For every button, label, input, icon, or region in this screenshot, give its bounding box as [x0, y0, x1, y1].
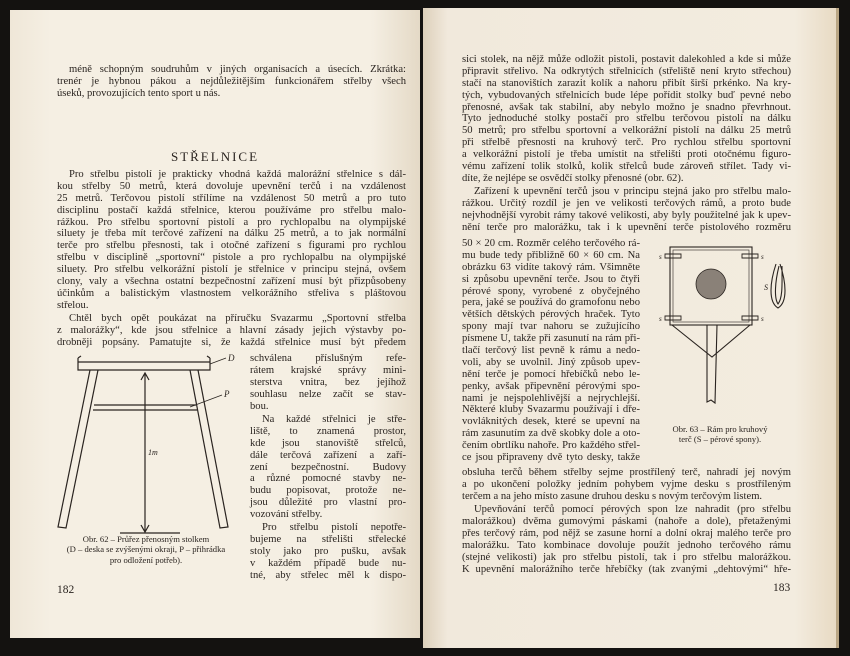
text-line: K upevnění malorážního terče hřebíčky (tak zvanými „dehtovými“ hře- — [462, 563, 791, 575]
text-line: clony, valy a všechna ostatní bezpečnostní zařízení musí být přizpůsobeny — [57, 276, 406, 288]
text-line: schválena příslušným refe- — [250, 353, 406, 364]
text-line: mu bude tedy přibližně 60 × 60 cm. Na — [462, 249, 640, 261]
text-line: tých, vybudovaných střelnicích bude lépe pořídit stolky buď pevné nebo — [462, 89, 791, 101]
text-line: v každém případě bude nu- — [250, 558, 406, 570]
text-line: siluety je třeba mít terčové zařízení na dálku 25 metrů, a to jak normální — [57, 228, 406, 240]
figure-62-caption — [46, 534, 246, 565]
frame-stand — [672, 325, 750, 403]
text-line: Pro střelbu pistolí nepotře- — [262, 522, 406, 534]
text-line: větších dětských pérových hraček. Tyto — [462, 309, 640, 321]
text-line: díte, že nejlépe se osvědčí stolky přenosné (obr. 62). — [462, 172, 684, 184]
text-line: úseků, provozujících tento sport u nás. — [57, 87, 221, 99]
text-line: bou. — [250, 400, 269, 412]
text-line: vovláknitých desek, které se upevní na — [462, 416, 640, 428]
paragraph — [462, 54, 791, 185]
text-line: pera, jaké se používá do gramofonu nebo — [462, 297, 640, 309]
text-line: nění terče pro malorážku, tak i k upevnění terče pistolového rozměru — [462, 221, 791, 233]
text-line: a po ukončení položky jedním pohybem vyjme desku s prostříleným — [462, 478, 791, 490]
paragraph — [57, 169, 406, 312]
text-line: nění terče je pomocí hřebíčků nebo le- — [462, 368, 640, 380]
paragraph — [250, 353, 406, 412]
stool-leg-right — [190, 370, 228, 528]
text-line: souhlasu nelze začít se stav- — [250, 388, 406, 400]
text-line: kou střelby 50 metrů, která dovoluje upevnění terčů i na vzdálenost — [57, 180, 406, 192]
left-page — [10, 10, 420, 638]
text-line: kde jsou stanoviště střelců, — [250, 437, 406, 449]
spring-detail — [771, 264, 785, 308]
paragraph — [250, 522, 406, 581]
text-line: rážkou. Pro střelbu sportovní pistolí a pro rychlopalbu na olympijské — [57, 216, 406, 228]
paragraph — [57, 64, 406, 100]
text-line: 50 × 20 cm. Rozměr celého terčového rá- — [462, 238, 640, 249]
text-line: tné, aby střelec měl k dispo- — [250, 570, 406, 582]
text-line: (stejné velikosti) jak pro střelbu pistolí, tak i pro střelbu malorážkou. — [462, 551, 791, 563]
target-bullseye — [696, 269, 726, 299]
text-line: rážkou. Určitý rozdíl je jen ve velikosti terčových rámů, a proto bude — [462, 198, 791, 210]
text-line: voli, aby se uvolnil. Jiný způsob upev- — [462, 356, 640, 368]
section-heading: STŘELNICE — [170, 149, 260, 164]
spring-label: s — [659, 315, 662, 323]
text-line: budu popisovat, protože ne- — [250, 485, 406, 497]
caption-line: Obr. 62 – Průřez přenosným stolkem — [82, 534, 210, 544]
text-line: nami je nejspolehlivější a nejrychlejší. — [462, 392, 640, 404]
text-line: obrázku 63 vidíte takový rám. Všimněte — [462, 261, 640, 273]
text-line: drobněji popsány. Pamatujte si, že každá střelnice musí být předem — [57, 336, 406, 348]
text-line: penky, avšak připevnění pérovými spo- — [462, 380, 640, 392]
text-line: 50 metrů; pro střelbu sportovní a velkorážní pistolí na dálku 25 metrů — [462, 125, 791, 137]
narrow-column-text — [250, 353, 406, 583]
text-line: a velkorážní pistolí je třeba umístit na střelišti proti otočnému figuro- — [462, 149, 791, 161]
text-line: malorážku. Tato kombinace dovoluje použít jednoho terčového rámu — [462, 539, 791, 551]
text-line: bujeme na střelišti střelecké — [250, 534, 406, 546]
text-line: stoly jako pro pušku, avšak — [250, 546, 406, 558]
spring-label: s — [761, 253, 764, 261]
text-line: při střelbě přesnosti na kruhový terč. Pro rychlou střelbu sportovní — [462, 137, 791, 149]
body-text-bottom — [462, 467, 791, 577]
text-line: 25 metrů. Terčovou pistolí střílíme na vzdálenost 50 metrů a pro tuto — [57, 192, 406, 204]
text-line: Tyto jednoduché stolky postačí pro střelbu terčovou pistolí na dálku — [462, 113, 791, 125]
spring-label: s — [659, 253, 662, 261]
figure-63-caption — [660, 424, 780, 445]
paragraph — [462, 238, 640, 464]
text-line: rátem krajské správy mini- — [250, 364, 406, 376]
body-text — [57, 169, 406, 350]
text-line: liště, to znamená prostor, — [250, 425, 406, 437]
text-line: Na každé střelnici je stře- — [262, 413, 406, 425]
text-line: přes terčový rám, pod nějž se zasune horní a dolní okraj malého terče pro — [462, 527, 791, 539]
text-line: připravit střelivo. Na odkrytých střelnicích (střeliště není kryto střechou) — [462, 65, 791, 77]
text-line: písmene U, takže při zasunutí na rám při- — [462, 333, 640, 345]
text-line: tlačí terčový list pevně k rámu a nedo- — [462, 345, 640, 357]
spring-detail-label: S — [764, 283, 768, 292]
target-frame-figure — [658, 242, 808, 422]
page-number: 182 — [57, 584, 75, 596]
text-line: méně schopným soudruhům v jiných organisacích a úsecích. Zkrátka: — [69, 64, 406, 75]
spring-label: s — [761, 315, 764, 323]
text-line: přenosné, avšak tak stabilní, aby nebylo možno je snadno převrhnout. — [462, 101, 791, 113]
text-line: Zařízení k upevnění terčů jsou v principu stejná jako pro střelbu malo- — [474, 186, 791, 198]
text-line: nejvhodnější vyrobit rámy takové velikosti, aby byly použitelné jak k upev- — [462, 210, 791, 222]
text-line: Některé kluby Svazarmu používají i dře- — [462, 404, 640, 416]
text-line: sterstva vnitra, bez jejíhož — [250, 376, 406, 388]
paragraph — [462, 504, 791, 575]
text-line: čením obrtlíku nahoře. Pro každého střel- — [462, 440, 640, 452]
text-line: vozování střelby. — [250, 509, 323, 521]
desk-label: D — [228, 353, 235, 363]
stool-leg-left — [58, 370, 98, 528]
paragraph — [57, 313, 406, 349]
text-line: Upevňování terčů pomocí pérových spon lze nahradit (pro střelbu — [474, 504, 791, 516]
text-line: terče pro střelbu přesnosti, tak i otočné zařízení s figurami pro rychlou — [57, 240, 406, 252]
text-line: pérové spony, vyrobené z obyčejného — [462, 285, 640, 297]
text-line: malorážkou) dvěma gumovými páskami (nahoře a dole), přetaženými — [462, 516, 791, 528]
text-line: vému zařízení tolik stolků, kolik střelců bude zároveň střílet. Tady vi- — [462, 161, 791, 173]
text-line: siluety. Pro střelbu velkorážní pistolí je střelnice v principu stejná, ovšem — [57, 264, 406, 276]
intro-text — [57, 64, 406, 101]
text-line: trenér je hybnou pákou a nejdůležitějším funkcionářem střelby všech — [57, 75, 406, 87]
height-label: 1m — [148, 448, 158, 457]
text-line: dále terčová zařízení a zaří- — [250, 449, 406, 461]
text-line: zení bezpečnostní. Budovy — [250, 461, 406, 473]
text-line: střelbu v disciplině „sportovní“ pistole a pro rychlopalbu na olympijské — [57, 252, 406, 264]
caption-line: Obr. 63 – Rám pro kruhový — [672, 424, 768, 434]
narrow-column-text — [462, 238, 640, 465]
caption-line: (D – deska se zvýšenými okraji, P – přihrádka — [66, 544, 226, 555]
stool-desk — [78, 356, 210, 370]
paragraph — [250, 414, 406, 521]
text-line: jsou důležité pro vlastní pro- — [250, 497, 406, 509]
text-line: ce jsou připraveny dvě tyto desky, takže — [462, 452, 640, 464]
caption-line: pro odložení potřeb). — [109, 554, 183, 565]
text-line: sici stolek, na nějž může odložit pistoli, postavit dalekohled a kde si může — [462, 54, 791, 65]
text-line: spony mají tvar nahoru se zužujícího — [462, 321, 640, 333]
body-text-top — [462, 54, 791, 235]
text-line: účinkům a balistickým vlastnostem velkorážního střeliva s pláštovou — [57, 287, 406, 299]
text-line: a různé pomocné stavby ne- — [250, 473, 406, 485]
text-line: střelou. — [57, 299, 89, 311]
page-number: 183 — [773, 582, 791, 594]
paragraph — [462, 186, 791, 234]
text-line: Pro střelbu pistolí je prakticky vhodná každá malorážní střelnice s dál- — [69, 169, 406, 180]
caption-line: terč (S – pérové spony). — [678, 434, 762, 445]
text-line: Chtěl bych opět poukázat na příručku Svazarmu „Sportovní střelba — [69, 313, 406, 325]
text-line: stačí na stanovištích zarazit kolík a nahoru přibít širší prkénko. Na kry- — [462, 77, 791, 89]
text-line: rám zasunutím za dvě skobky dole a oto- — [462, 428, 640, 440]
text-line: z malorážky“, kde jsou střelnice a hlavní zásady jejich výstavby po- — [57, 325, 406, 337]
right-page — [423, 8, 839, 648]
shelf-label: P — [224, 389, 230, 399]
text-line: obsluha terčů během střelby sejme prostřílený terč, nahradí jej novým — [462, 467, 791, 478]
paragraph — [462, 467, 791, 503]
stool-figure — [50, 352, 240, 542]
text-line: si způsobu upevnění terče. Jsou to čtyři — [462, 273, 640, 285]
text-line: disciplinu postačí každá střelnice, kterou používáme pro střelbu malo- — [57, 204, 406, 216]
text-line: terčem a na jeho místo zasune druhou desku s novým terčovým listem. — [462, 490, 763, 502]
